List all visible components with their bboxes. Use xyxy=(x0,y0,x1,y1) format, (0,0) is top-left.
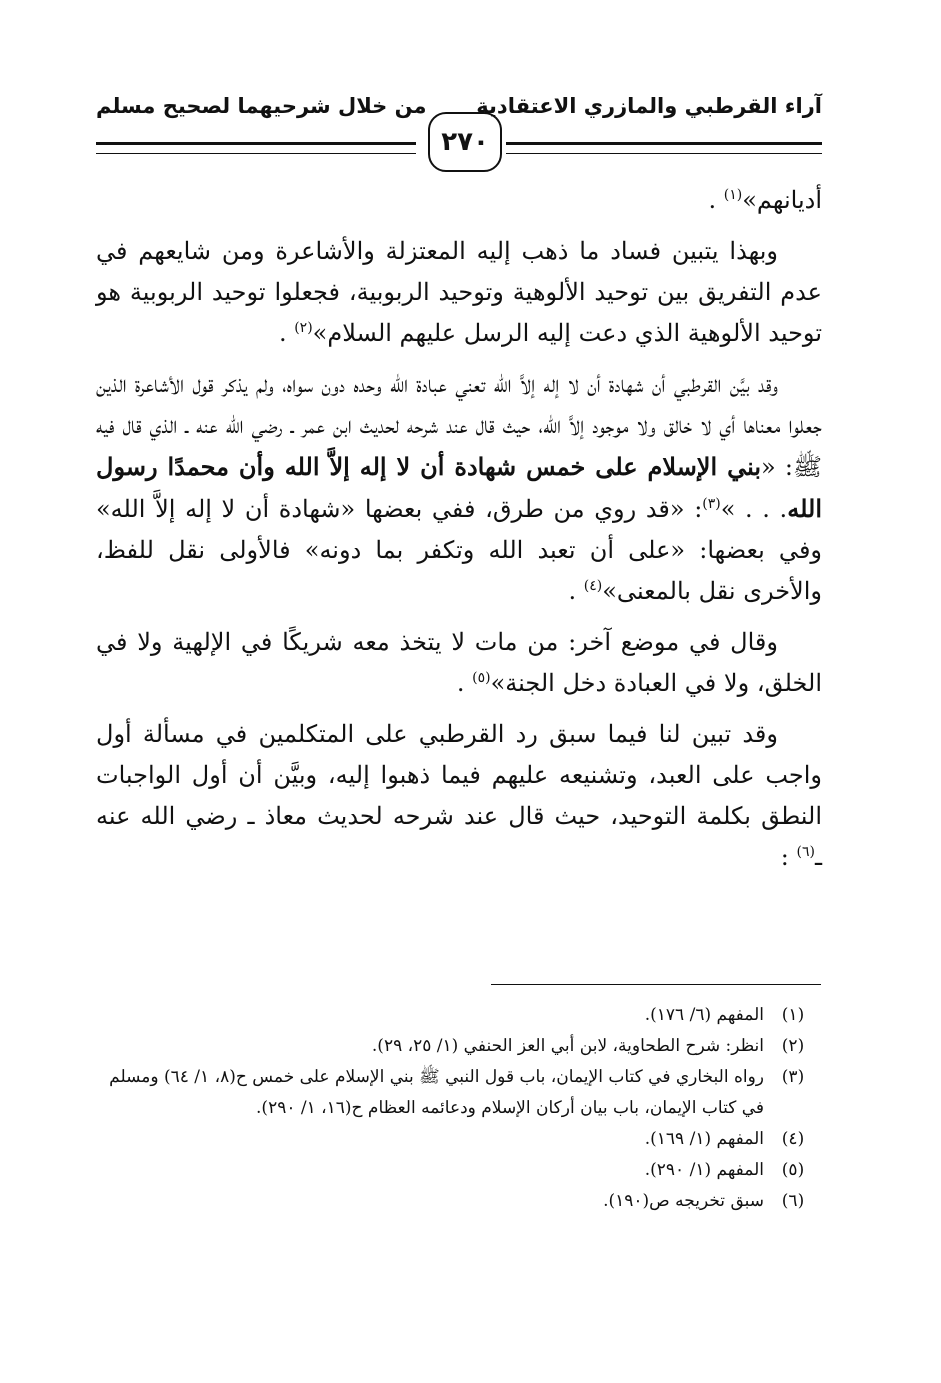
footnote-number: (٢) xyxy=(781,1036,805,1056)
footnote-number: (١) xyxy=(781,1005,805,1025)
footnote-ref: (٢) xyxy=(294,320,313,336)
paragraph-2 xyxy=(96,231,822,354)
text-run: : xyxy=(780,843,797,871)
footnote-text: المفهم (٦/ ١٧٦). xyxy=(644,1005,764,1025)
footnote-item xyxy=(96,1031,822,1062)
footnote-text: المفهم (١/ ١٦٩). xyxy=(644,1129,764,1149)
text-run: : «قد روي من طرق، ففي بعضها «شهادة أن لا إله إلاَّ الله» وفي بعضها: «على أن تعبد الله وتكفر بما دونه» فالأولى نقل للفظ، والأخرى نقل بالمعنى» xyxy=(96,495,823,605)
footnote-ref: (١) xyxy=(723,187,743,203)
footnote-text: المفهم (١/ ٢٩٠). xyxy=(644,1160,764,1180)
footnote-ref: (٤) xyxy=(583,578,603,594)
text-run: أديانهم» xyxy=(742,186,822,214)
footnote-number: (٥) xyxy=(781,1160,805,1180)
page-number: ٢٧٠ xyxy=(428,112,502,172)
footnote-ref: (٣) xyxy=(702,496,721,512)
footnote-number: (٣) xyxy=(781,1067,805,1087)
paragraph-4 xyxy=(96,622,822,704)
footnote-item xyxy=(96,1186,822,1217)
footnote-item xyxy=(96,1124,822,1155)
footnote-text: رواه البخاري في كتاب الإيمان، باب قول النبي ﷺ بني الإسلام على خمس ح(٨، ١/ ٦٤) ومسلم في كتاب الإيمان، باب بيان أركان الإسلام ودعائمه العظام ح(١٦، ١/ ٢٩٠). xyxy=(109,1067,764,1118)
paragraph-1 xyxy=(96,180,822,221)
footnote-item xyxy=(96,1062,822,1124)
text-run: . xyxy=(278,319,295,347)
text-run: . xyxy=(568,577,584,605)
text-run: وقال في موضع آخر: من مات لا يتخذ معه شريكًا في الإلهية ولا في الخلق، ولا في العبادة دخل الجنة» xyxy=(96,628,822,697)
text-run: وبهذا يتبين فساد ما ذهب إليه المعتزلة والأشاعرة ومن شايعهم في عدم التفريق بين توحيد الألوهية وتوحيد الربوبية، فجعلوا توحيد الربوبية هو توحيد الألوهية الذي دعت إليه الرسل عليهم السلام» xyxy=(96,237,822,347)
footnote-text: سبق تخريجه ص(١٩٠). xyxy=(603,1191,764,1211)
footnote-ref: (٦) xyxy=(796,844,815,860)
text-run: . . . » xyxy=(720,495,788,523)
footnote-separator xyxy=(491,984,821,985)
paragraph-5 xyxy=(96,714,822,878)
footnote-ref: (٥) xyxy=(472,670,491,686)
text-run: وقد تبين لنا فيما سبق رد القرطبي على المتكلمين في مسألة أول واجب على العبد، وتشنيعه عليهم فيما ذهبوا إليه، وبيَّن أن أول الواجبات النطق بكلمة التوحيد، حيث قال عند شرحه لحديث معاذ ـ رضي الله عنه ـ xyxy=(96,720,822,871)
footnote-item xyxy=(96,1000,822,1031)
header-rule-left xyxy=(96,142,416,154)
hadith-quote: بني الإسلام على خمس شهادة أن لا إله إلاَّ الله وأن محمدًا رسول الله xyxy=(96,452,822,523)
footnote-item xyxy=(96,1155,822,1186)
footnote-text: انظر: شرح الطحاوية، لابن أبي العز الحنفي (١/ ٢٥، ٢٩). xyxy=(371,1036,764,1056)
text-run: . xyxy=(456,669,473,697)
running-title-book: آراء القرطبي والمازري الاعتقادية xyxy=(476,94,822,118)
footnote-number: (٦) xyxy=(781,1191,805,1211)
paragraph-3 xyxy=(96,364,822,612)
header-rule-right xyxy=(506,142,822,154)
running-title-subtitle: من خلال شرحيهما لصحيح مسلم xyxy=(96,94,427,118)
footnotes xyxy=(96,1000,822,1217)
main-text xyxy=(96,180,822,888)
footnote-number: (٤) xyxy=(781,1129,805,1149)
page-header xyxy=(96,88,822,178)
text-run: . xyxy=(708,186,724,214)
text-run: وقد بيَّن القرطبي أن شهادة أن لا إله إلاَّ الله تعني عبادة الله وحده دون سواه، ولم يذكر قول الأشاعرة الذين جعلوا معناها أي لا خالق ولا موجود إلاَّ الله، حيث قال عند شرحه لحديث ابن عمر ـ رضي الله عنه ـ الذي قال فيه ﷺ: « xyxy=(96,370,823,481)
